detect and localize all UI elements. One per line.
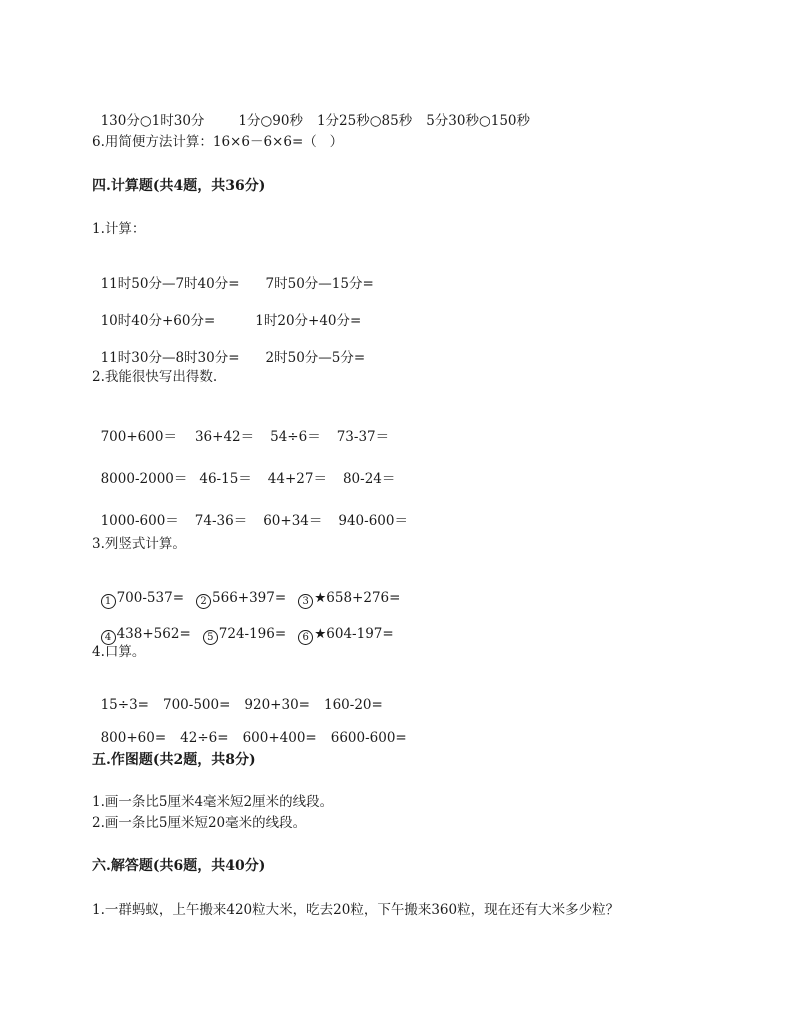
expression: ★604-197=	[314, 626, 394, 642]
s5-item: 1.画一条比5厘米4毫米短2厘米的线段。	[92, 794, 334, 810]
section-5-heading: 五.作图题(共2题，共8分)	[92, 752, 256, 768]
expression: 74-36＝	[194, 513, 248, 529]
expression: 60+34＝	[263, 513, 323, 529]
expression: 160-20=	[323, 697, 383, 713]
s4-q1-row	[92, 257, 374, 293]
s4-q4-title: 4.口算。	[92, 644, 146, 660]
s4-q1-title: 1.计算：	[92, 221, 146, 237]
expression: 7时50分—15分=	[265, 276, 374, 292]
expression: 54÷6＝	[270, 429, 321, 445]
expression: 11时30分—8时30分=	[100, 350, 240, 366]
s4-q3-title: 3.列竖式计算。	[92, 536, 186, 552]
expression: 566+397=	[212, 590, 287, 606]
compare-line	[92, 94, 530, 130]
expression: 6600-600=	[330, 730, 407, 746]
expression: 1时20分+40分=	[255, 313, 362, 329]
compare-item: 130分○1时30分	[100, 113, 205, 129]
expression: 724-196=	[218, 626, 287, 642]
s4-q2-row	[92, 452, 395, 488]
circled-number: 4	[101, 630, 116, 645]
expression: 15÷3=	[100, 697, 149, 713]
s4-q2-title: 2.我能很快写出得数.	[92, 369, 218, 385]
expression: 700-500=	[162, 697, 231, 713]
expression: 700+600＝	[100, 429, 177, 445]
expression: 36+42＝	[194, 429, 255, 445]
expression: 1000-600＝	[100, 513, 179, 529]
expression: 8000-2000＝	[100, 471, 188, 487]
circled-number: 3	[298, 594, 313, 609]
expression: 44+27＝	[267, 471, 327, 487]
compare-item: 5分30秒○150秒	[426, 113, 531, 129]
s4-q2-row	[92, 494, 408, 530]
expression: 2时50分—5分=	[265, 350, 366, 366]
expression: 46-15＝	[199, 471, 252, 487]
expression: 940-600＝	[338, 513, 408, 529]
compare-item: 1分○90秒	[238, 113, 303, 129]
expression: 10时40分+60分=	[100, 313, 216, 329]
circled-number: 5	[203, 630, 218, 645]
expression: 11时50分—7时40分=	[100, 276, 240, 292]
s4-q1-row	[92, 331, 365, 367]
compare-item: 1分25秒○85秒	[316, 113, 413, 129]
expression: 600+400=	[242, 730, 317, 746]
section-6-heading: 六.解答题(共6题，共40分)	[92, 858, 266, 874]
circled-number: 1	[101, 594, 116, 609]
expression: 800+60=	[100, 730, 167, 746]
circled-number: 2	[196, 594, 211, 609]
expression: 920+30=	[244, 697, 310, 713]
expression: ★658+276=	[314, 590, 401, 606]
s4-q4-row	[92, 678, 383, 714]
expression: 700-537=	[116, 590, 185, 606]
s4-q4-row	[92, 711, 407, 747]
expression: 80-24＝	[342, 471, 396, 487]
s5-item: 2.画一条比5厘米短20毫米的线段。	[92, 815, 307, 831]
question-6: 6.用简便方法计算：16×6－6×6=（ ）	[92, 134, 344, 150]
expression: 42÷6=	[180, 730, 229, 746]
s4-q3-row	[92, 571, 400, 609]
section-4-heading: 四.计算题(共4题，共36分)	[92, 178, 266, 194]
expression: 73-37＝	[336, 429, 390, 445]
s4-q3-row	[92, 607, 394, 645]
circled-number: 6	[298, 630, 313, 645]
s4-q2-row	[92, 410, 389, 446]
s4-q1-row	[92, 294, 361, 330]
s6-question-1: 1.一群蚂蚁，上午搬来420粒大米，吃去20粒，下午搬来360粒，现在还有大米多少粒？	[92, 902, 620, 918]
expression: 438+562=	[116, 626, 191, 642]
